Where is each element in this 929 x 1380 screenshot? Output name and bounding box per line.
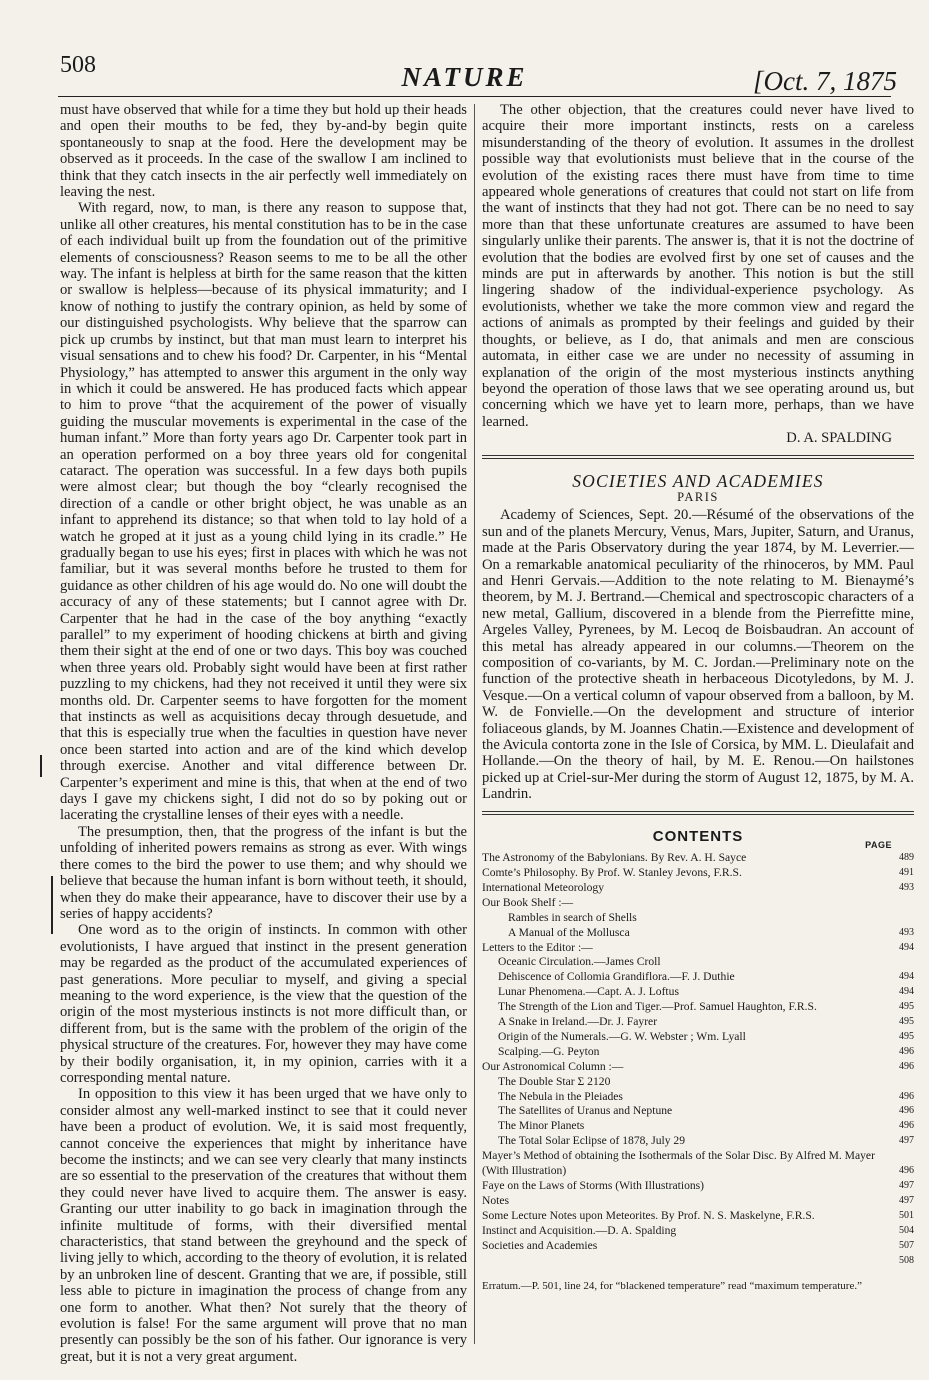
contents-entry	[482, 1209, 914, 1224]
contents-entry	[482, 941, 914, 956]
contents-entry-page: 493	[899, 881, 914, 893]
contents-entry-title: Instinct and Acquisition.—D. A. Spalding	[482, 1223, 677, 1237]
contents-entry-page: 501	[899, 1209, 914, 1221]
contents-entry-title: The Double Star Σ 2120	[498, 1074, 611, 1088]
section-rule	[482, 814, 914, 815]
contents-entry	[482, 851, 914, 866]
contents-entry	[482, 1104, 914, 1119]
article-paragraph: One word as to the origin of instincts. In common with other evolutionists, I have argued that instinct in the present generation may be regarded as the product of the accumulated experiences of past generations. More peculiar to myself, and giving a special meaning to the word experience, is the view that the question of the origin of the most mysterious instincts is not more difficult than, or different from, but is the same with the problem of the origin of the physical structure of the creatures. For, however they may have come by their bodily organisation, it, in my opinion, carries with it a corresponding mental nature.	[60, 922, 467, 1086]
contents-entry-page: 496	[899, 1060, 914, 1072]
contents-entry-page: 495	[899, 1001, 914, 1013]
contents-entry-page: 496	[899, 1120, 914, 1132]
header-rule	[58, 96, 891, 97]
contents-entry-title: The Minor Planets	[498, 1119, 585, 1133]
contents-entry-page: 489	[899, 852, 914, 864]
contents-entry-title: Rambles in search of Shells	[508, 910, 637, 924]
contents-entry	[482, 1119, 914, 1134]
contents-title: CONTENTS	[652, 827, 744, 845]
contents-entry-page: 497	[899, 1135, 914, 1147]
contents-entry-page: 494	[899, 971, 914, 983]
margin-mark	[51, 876, 53, 934]
contents-entry	[482, 985, 914, 1000]
contents-entry	[482, 926, 914, 941]
contents-entry-title: Dehiscence of Collomia Grandiflora.—F. J. Duthie	[498, 970, 735, 984]
article-paragraph: In opposition to this view it has been urged that we have only to consider almost any well-marked instinct to see that it could never have been a product of evolution. We, it is said most frequently, cannot conceive the experiences that might by inheritance have become the instincts; and we can see very clearly that many instincts are so essential to the preservation of the creatures that without them they could never have lived to acquire them. The answer is easy. Granting our utter inability to go back in imagination through the infinite multitude of forms, with their diversified mental characteristics, that stand between the greyhound and the speck of living jelly to which, according to the theory of evolution, it is related by an unbroken line of descent. Granting that we are, if possible, still less able to picture in imagination the process of change from any one form to another. What then? Not surely that the theory of evolution is false! For the same argument will prove that no man presently can possibly be the son of his father. Our ignorance is very great, but it is not a very great argument.	[60, 1086, 467, 1365]
article-paragraph: The other objection, that the creatures could never have lived to acquire their more important instincts, rests on a careless misunderstanding of the theory of evolution. It assumes in the drollest possible way that evolutionists must believe that in the course of the evolution of the existing races there must have from time to time appeared whole generations of creatures that could not start on life from the want of instincts that they had not got. There can be no need to say more than that these unfortunate creatures are assumed to have been singularly unlike their parents. The answer is, that it is not the doctrine of evolution that the bodies are evolved first by one set of causes and the minds are put in afterwards by another. This notion is but the still lingering shadow of the individual-experience psychology. As evolutionists, whether we take the more common view and regard the actions of animals as prompted by their feelings and guided by their thoughts, or believe, as I do, that animals and men are conscious automata, in either case we are under no necessity of assuming in explanation of the origin of the most mysterious instincts anything beyond the operation of those laws that we see operating around us, but concerning which we have yet to learn more, perhaps, than we have learned.	[482, 102, 914, 430]
contents-entry	[482, 866, 914, 881]
contents-entry-title: A Manual of the Mollusca	[508, 925, 630, 939]
contents-entry-page: 507	[899, 1239, 914, 1251]
contents-entry-page: 496	[899, 1165, 914, 1177]
contents-entry-page: 493	[899, 926, 914, 938]
contents-entry	[482, 1015, 914, 1030]
contents-entry-title: The Strength of the Lion and Tiger.—Prof. Samuel Haughton, F.R.S.	[498, 1000, 817, 1014]
right-column	[482, 102, 914, 1293]
contents-entry-page: 496	[899, 1105, 914, 1117]
contents-entry	[482, 1194, 914, 1209]
contents-page-label: PAGE	[865, 839, 892, 850]
article-paragraph: With regard, now, to man, is there any reason to suppose that, unlike all other creatures, his mental constitution has to be in the case of each individual built up from the foundation out of the primitive elements of consciousness? Reason seems to me to be all the other way. The infant is helpless at birth for the same reason that the kitten or swallow is helpless—because of its physical immaturity; and I know of nothing to justify the contrary opinion, as held by some of our distinguished psychologists. Why believe that the sparrow can pick up crumbs by instinct, but that man must learn to interpret his visual sensations and to chew his food? Dr. Carpenter, in his “Mental Physiology,” has attempted to answer this argument in the only way in which it could be answered. He has produced facts which appear to him to prove “that the acquirement of the power of visually guiding the muscular movements is experimental in the case of the human infant.” More than forty years ago Dr. Carpenter took part in an operation performed on a boy three years old for congenital cataract. The operation was successful. In a few days both pupils were almost clear; but though the boy “clearly recognised the direction of a candle or other bright object, he was unable as an infant to apprehend its distance; so that when told to lay hold of a watch he groped at it just as a young child lying in its cradle.” He gradually began to use his eyes; first in places with which he was not familiar, but it was several months before he trusted to them for guidance as other children of his age would do. No one will doubt the accuracy of any of these statements; but I cannot agree with Dr. Carpenter that he had in the case of the boy anything “exactly parallel” to my experiment of hooding chickens at birth and giving them their sight at the end of one or two days. This boy was couched when three years old. Probably sight would have been at first rather puzzling to my chickens, had they not received it until they were six months old. Dr. Carpenter seems to have forgotten for the moment that instincts as well as acquisitions decay through desuetude, and that this is especially true when the faculties in question have never once been started into action and are of the kind which develop through exercise. Another and vital difference between Dr. Carpenter’s experiment and mine is this, that when at the end of two days I gave my chickens sight, I did not do so by poking out or lacerating the crystalline lenses of their eyes with a needle.	[60, 200, 467, 824]
contents-entry-title: Notes	[482, 1193, 510, 1207]
contents-entry-page: 496	[899, 1045, 914, 1057]
article-paragraph: The presumption, then, that the progress of the infant is but the unfolding of inherited powers remains as strong as ever. With wings there comes to the bird the power to use them; and why should we believe that because the human infant is born without teeth, it should, when they do make their appearance, have to discover their use by a series of happy accidents?	[60, 823, 467, 922]
contents-entry-title: Mayer’s Method of obtaining the Isothermals of the Solar Disc. By Alfred M. Mayer (With Illustration)	[482, 1149, 875, 1178]
contents-entry-page: 495	[899, 1016, 914, 1028]
contents-entry	[482, 1030, 914, 1045]
contents-entry	[482, 911, 914, 926]
contents-entry-title: Our Astronomical Column :—	[482, 1059, 624, 1073]
contents-entry-title: The Nebula in the Pleiades	[498, 1089, 623, 1103]
contents-entry	[482, 1134, 914, 1149]
contents-entry-title: Some Lecture Notes upon Meteorites. By Prof. N. S. Maskelyne, F.R.S.	[482, 1208, 815, 1222]
journal-title: NATURE	[401, 62, 528, 92]
contents-entry-page: 494	[899, 986, 914, 998]
section-rule	[482, 455, 914, 456]
contents-entry	[482, 955, 914, 970]
column-divider	[474, 104, 475, 1344]
contents-entry-title: Comte’s Philosophy. By Prof. W. Stanley Jevons, F.R.S.	[482, 865, 742, 879]
contents-entry	[482, 1239, 914, 1254]
table-of-contents	[482, 851, 914, 1268]
contents-entry-title: Oceanic Circulation.—James Croll	[498, 955, 661, 969]
societies-report: Academy of Sciences, Sept. 20.—Résumé of the observations of the sun and of the planets Mercury, Venus, Mars, Jupiter, Saturn, and Uranus, made at the Paris Observatory during the year 1874, by M. Leverrier.—On a remarkable anatomical peculiarity of the rhinoceros, by MM. Paul and Henri Gervais.—Addition to the note relating to M. Bienaymé’s theorem, by M. J. Bertrand.—Chemical and spectroscopic characters of a new metal, Gallium, discovered in a blende from the Pierrefitte mine, Argeles Valley, Pyrenees, by M. Lecoq de Boisbaudran. An account of this metal has already appeared in our columns.—Theorem on the composition of co-variants, by M. C. Jordan.—Preliminary note on the function of the protective sheath in herbaceous Dicotyledons, by M. J. Vesque.—On a vertical column of vapour observed from a balloon, by M. W. de Fonvielle.—On the development and structure of interior foliaceous glands, by M. Joannes Chatin.—Existence and development of the Avicula contorta zone in the Isle of Corsica, by MM. L. Dieulafait and Hollande.—On the theory of hail, by M. E. Renou.—On hailstones picked up at Criel-sur-Mer during the storm of August 12, 1875, by M. A. Landrin.	[482, 507, 914, 803]
contents-entry-title: A Snake in Ireland.—Dr. J. Fayrer	[498, 1015, 658, 1029]
contents-entry-page: 497	[899, 1180, 914, 1191]
contents-entry	[482, 970, 914, 985]
contents-entry-page: 504	[899, 1224, 914, 1236]
contents-entry-page: 495	[899, 1030, 914, 1042]
contents-entry-title: Societies and Academies	[482, 1238, 598, 1252]
section-rule	[482, 811, 914, 812]
contents-heading	[482, 827, 914, 850]
contents-entry-title: The Satellites of Uranus and Neptune	[498, 1104, 673, 1118]
contents-entry-title: Faye on the Laws of Storms (With Illustrations)	[482, 1179, 705, 1192]
contents-entry-title: Letters to the Editor :—	[482, 940, 593, 954]
contents-entry	[482, 1075, 914, 1090]
issue-date: [Oct. 7, 1875	[753, 66, 897, 96]
contents-entry	[482, 1179, 914, 1194]
contents-entry-title: Our Book Shelf :—	[482, 895, 574, 909]
contents-entry	[482, 1000, 914, 1015]
article-paragraph: must have observed that while for a time they but hold up their heads and open their mouths to be fed, they by-and-by begin quite spontaneously to snap at the food. Here the development may be observed as it proceeds. In the case of the swallow I am inclined to think that they catch insects in the air perfectly well immediately on leaving the nest.	[60, 102, 467, 201]
contents-entry	[482, 896, 914, 911]
section-title: SOCIETIES AND ACADEMIES	[572, 470, 824, 491]
contents-entry-title: International Meteorology	[482, 880, 605, 894]
contents-entry-title: The Total Solar Eclipse of 1878, July 29	[498, 1134, 686, 1148]
contents-entry	[482, 1224, 914, 1239]
section-rule	[482, 458, 914, 459]
contents-entry-title: Lunar Phenomena.—Capt. A. J. Loftus	[498, 985, 679, 999]
page-number: 508	[60, 52, 96, 78]
contents-entry	[482, 1254, 914, 1269]
contents-entry	[482, 1045, 914, 1060]
section-location: PARIS	[677, 489, 719, 504]
contents-entry-page: 491	[899, 866, 914, 878]
contents-entry-title: Origin of the Numerals.—G. W. Webster ; Wm. Lyall	[498, 1029, 746, 1043]
left-column	[60, 102, 467, 1365]
contents-entry-page: 496	[899, 1090, 914, 1102]
contents-entry-title: Scalping.—G. Peyton	[498, 1044, 600, 1058]
contents-entry-page: 508	[899, 1254, 914, 1266]
margin-mark	[40, 755, 42, 777]
contents-entry-page: 494	[899, 941, 914, 953]
contents-entry	[482, 881, 914, 896]
contents-entry	[482, 1060, 914, 1075]
author-signature: D. A. SPALDING	[786, 430, 892, 447]
contents-entry	[482, 1149, 914, 1179]
contents-entry-page: 497	[899, 1194, 914, 1206]
contents-entry	[482, 1090, 914, 1105]
erratum-note: Erratum.—P. 501, line 24, for “blackened temperature” read “maximum temperature.”	[482, 1280, 862, 1293]
contents-entry-title: The Astronomy of the Babylonians. By Rev. A. H. Sayce	[482, 851, 747, 865]
